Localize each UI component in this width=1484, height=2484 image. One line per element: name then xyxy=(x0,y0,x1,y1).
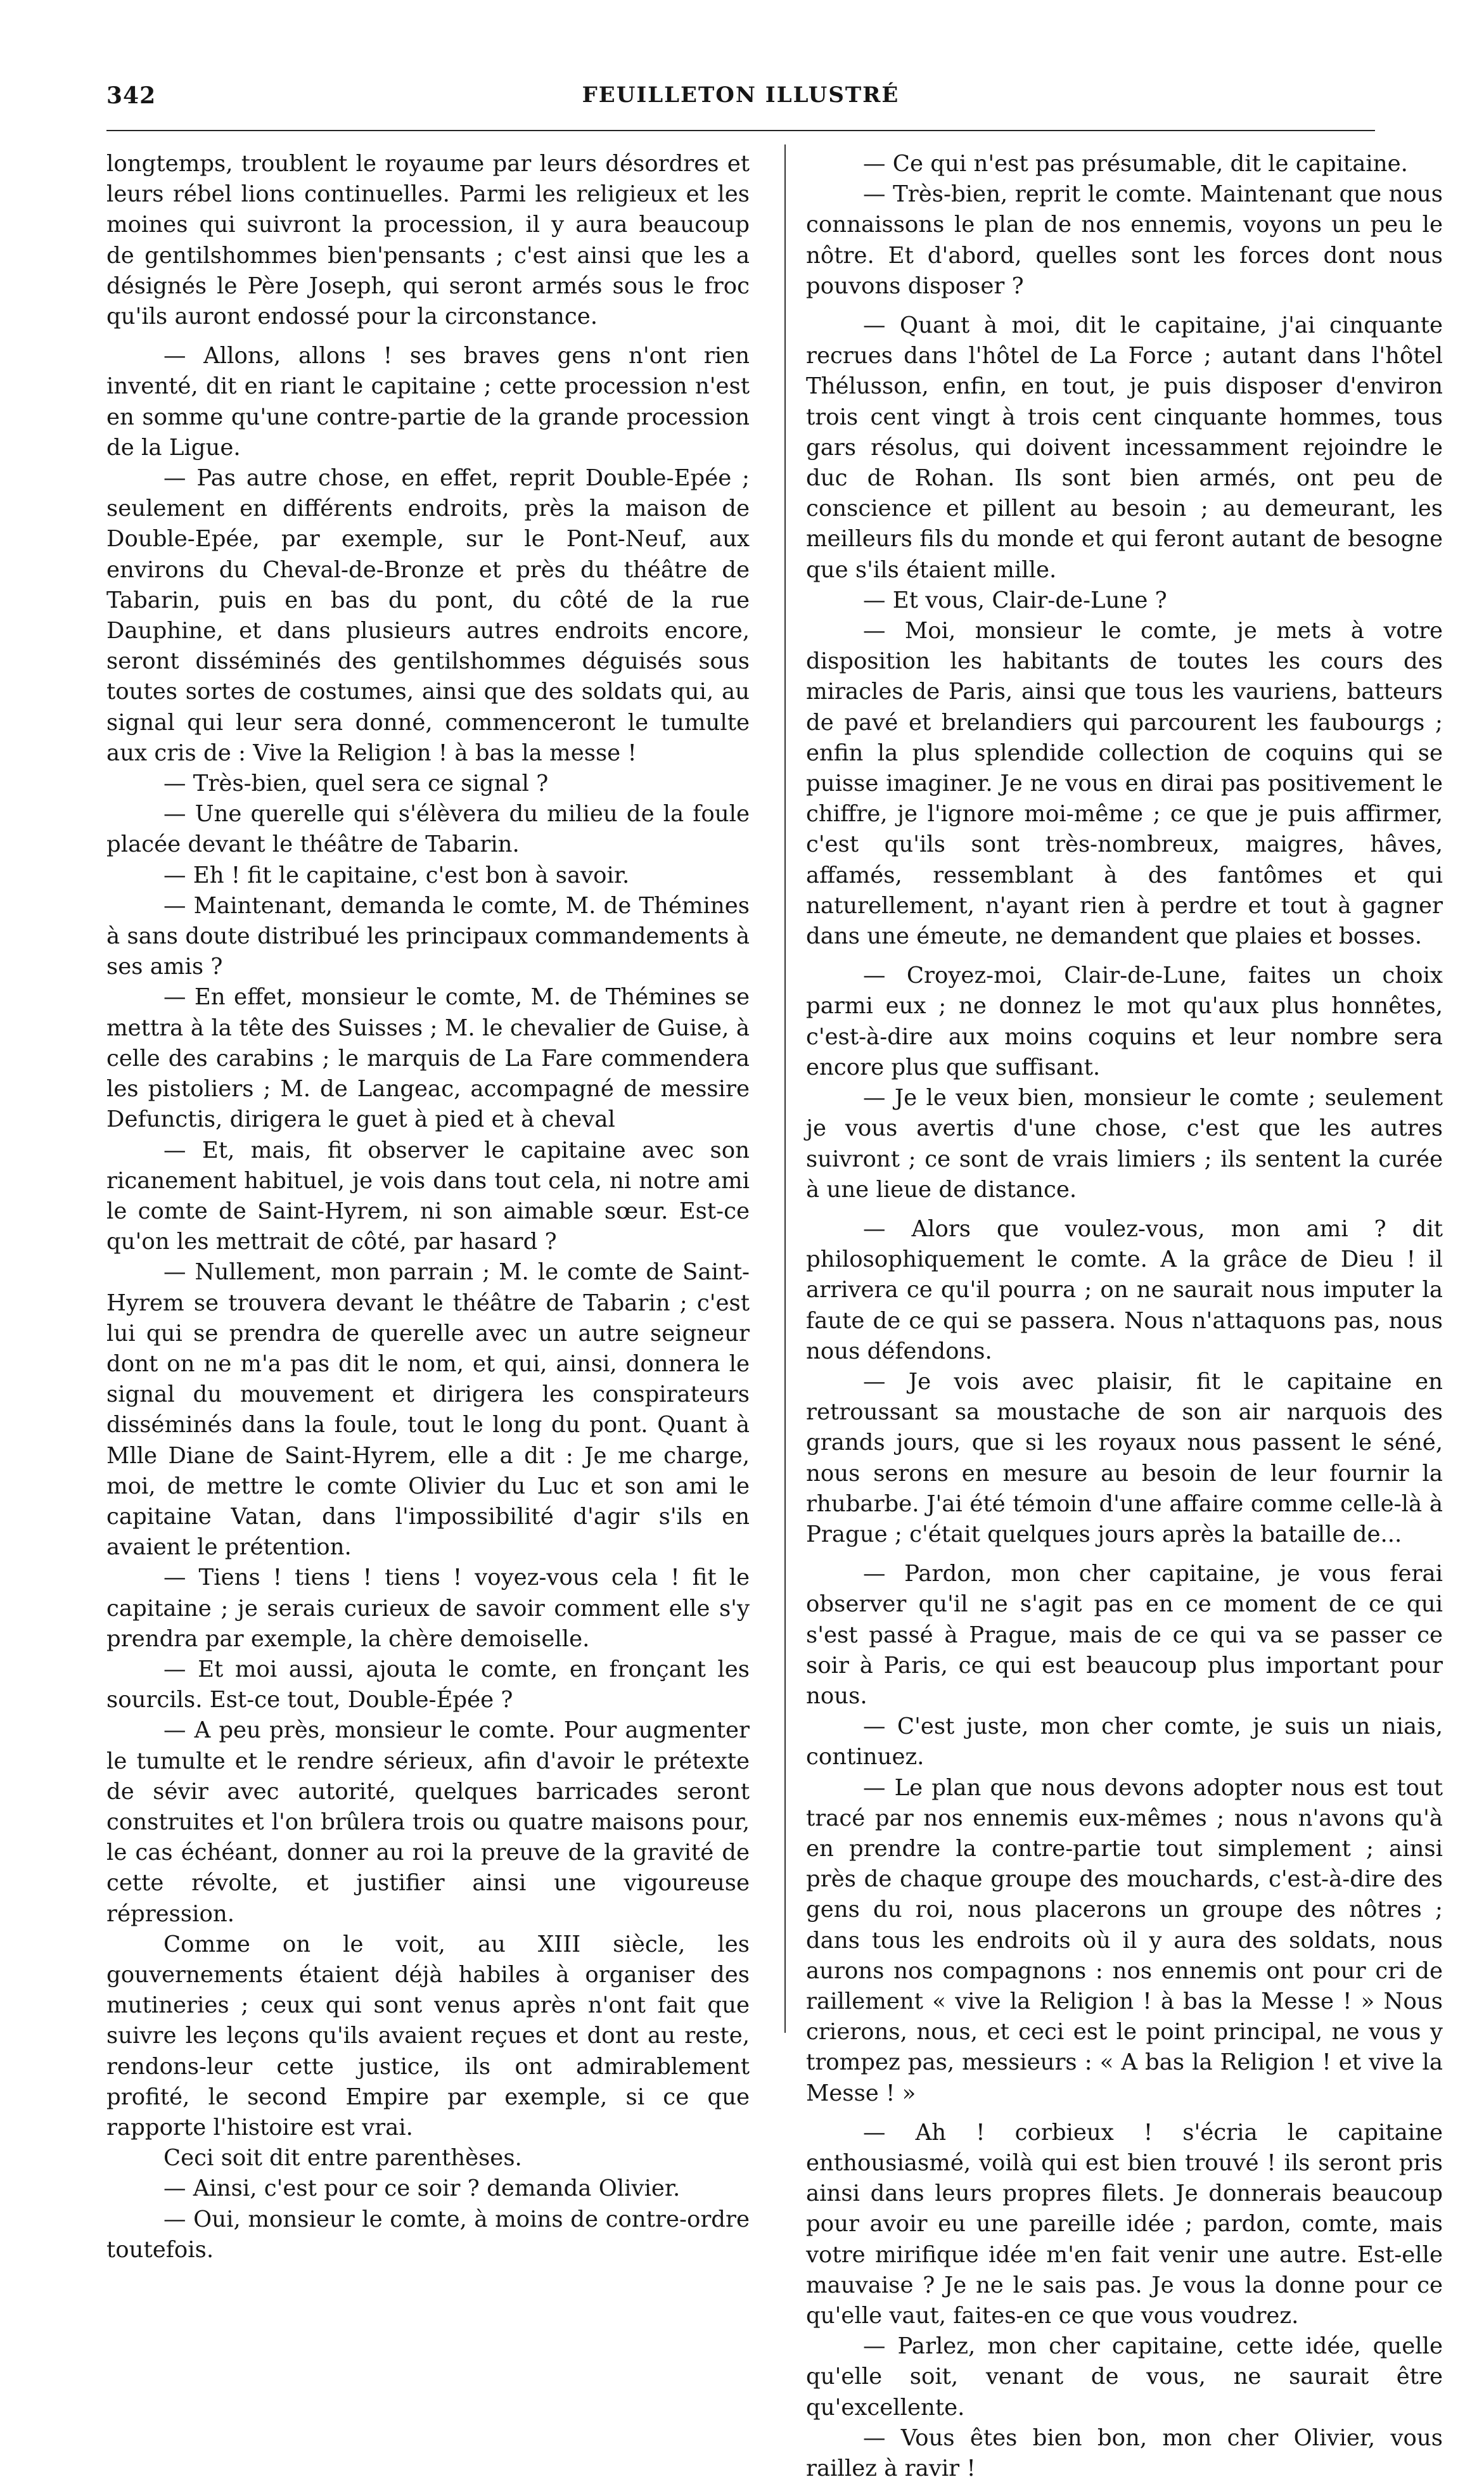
paragraph: — Parlez, mon cher capitaine, cette idée, quelle qu'elle soit, venant de vous, ne saurait être qu'excellente. xyxy=(806,2333,1443,2421)
paragraph: — Très-bien, reprit le comte. Maintenant que nous connaissons le plan de nos ennemis, voyons un peu le nôtre. Et d'abord, quelles sont les forces dont nous pouvons disposer ? xyxy=(806,181,1443,299)
paragraph: — Maintenant, demanda le comte, M. de Thémines à sans doute distribué les principaux commandements à ses amis ? xyxy=(106,892,750,980)
paragraph: — Oui, monsieur le comte, à moins de contre-ordre toutefois. xyxy=(106,2206,750,2263)
paragraph: — Pas autre chose, en effet, reprit Double-Epée ; seulement en différents endroits, près la maison de Double-Epée, par exemple, sur le Pont-Neuf, aux environs du Cheval-de-Bronze et près du théâtre de Tabarin, puis en bas du pont, du côté de la rue Dauphine, et dans plusieurs autres endroits encore, seront disséminés des gentilshommes déguisés sous toutes sortes de costumes, ainsi que des soldats qui, au signal qui leur sera donné, commenceront le tumulte aux cris de : Vive la Religion ! à bas la messe ! xyxy=(106,465,750,766)
paragraph: — Je le veux bien, monsieur le comte ; seulement je vous avertis d'une chose, c'est que les autres suivront ; ce sont de vrais limiers ; ils sentent la curée à une lieue de distance. xyxy=(806,1085,1443,1203)
paragraph: longtemps, troublent le royaume par leurs désordres et leurs rébel lions continuelles. Parmi les religieux et les moines qui suivront la procession, il y aura beaucoup de gentilshommes bien'pensants ; c'est ainsi que les a désignés le Père Joseph, qui seront armés sous le froc qu'ils auront endossé pour la circonstance. xyxy=(106,151,750,330)
paragraph: — Allons, allons ! ses braves gens n'ont rien inventé, dit en riant le capitaine ; cette procession n'est en somme qu'une contre-partie de la grande procession de la Ligue. xyxy=(106,343,750,461)
paragraph: — Croyez-moi, Clair-de-Lune, faites un choix parmi eux ; ne donnez le mot qu'aux plus honnêtes, c'est-à-dire aux moins coquins et leur nombre sera encore plus que suffisant. xyxy=(806,963,1443,1080)
left-column xyxy=(106,149,750,2265)
paragraph: — Très-bien, quel sera ce signal ? xyxy=(163,771,549,797)
paragraph: — A peu près, monsieur le comte. Pour augmenter le tumulte et le rendre sérieux, afin d'avoir le prétexte de sévir avec autorité, quelques barricades seront construites et l'on brûlera trois ou quatre maisons pour, le cas échéant, donner au roi la preuve de la gravité de cette révolte, et justifier ainsi une vigoureuse répression. xyxy=(106,1717,750,1927)
paragraph: — Tiens ! tiens ! tiens ! voyez-vous cela ! fit le capitaine ; je serais curieux de savoir comment elle s'y prendra par exemple, la chère demoiselle. xyxy=(106,1565,750,1652)
paragraph: — Nullement, mon parrain ; M. le comte de Saint-Hyrem se trouvera devant le théâtre de Tabarin ; c'est lui qui se prendra de querelle avec un autre seigneur dont on ne m'a pas dit le nom, et qui, ainsi, donnera le signal du mouvement et dirigera les conspirateurs disséminés dans la foule, tout le long du pont. Quant à Mlle Diane de Saint-Hyrem, elle a dit : Je me charge, moi, de mettre le comte Olivier du Luc et son ami le capitaine Vatan, dans l'impossibilité d'agir s'ils en avaient le prétention. xyxy=(106,1259,750,1561)
paragraph: — Pardon, mon cher capitaine, je vous ferai observer qu'il ne s'agit pas en ce moment de ce qui s'est passé à Prague, mais de ce qui va se passer ce soir à Paris, ce qui est beaucoup plus important pour nous. xyxy=(806,1561,1443,1709)
right-column xyxy=(806,149,1443,2484)
paragraph: — Et, mais, fit observer le capitaine avec son ricanement habituel, je vois dans tout cela, ni notre ami le comte de Saint-Hyrem, ni son aimable sœur. Est-ce qu'on les mettrait de côté, par hasard ? xyxy=(106,1137,750,1255)
paragraph: — Ainsi, c'est pour ce soir ? demanda Olivier. xyxy=(163,2175,681,2202)
paragraph: — Alors que voulez-vous, mon ami ? dit philosophiquement le comte. A la grâce de Dieu ! il arrivera ce qu'il pourra ; on ne saurait nous imputer la faute de ce qui se passera. Nous n'attaquons pas, nous nous défendons. xyxy=(806,1215,1443,1364)
paragraph: — Ah ! corbieux ! s'écria le capitaine enthousiasmé, voilà qui est bien trouvé ! ils seront pris ainsi dans leurs propres filets. Je donnerais beaucoup pour avoir eu une pareille idée ; pardon, comte, mais votre mirifique idée m'en fait venir une autre. Est-elle mauvaise ? Je ne le sais pas. Je vous la donne pour ce qu'elle vaut, faites-en ce que vous voudrez. xyxy=(806,2119,1443,2329)
paragraph: — C'est juste, mon cher comte, je suis un niais, continuez. xyxy=(806,1713,1443,1770)
paragraph: — Eh ! fit le capitaine, c'est bon à savoir. xyxy=(163,862,630,888)
paragraph: — Vous êtes bien bon, mon cher Olivier, vous raillez à ravir ! xyxy=(806,2424,1443,2482)
running-title: FEUILLETON ILLUSTRÉ xyxy=(582,82,900,108)
header-rule xyxy=(106,130,1375,131)
column-divider xyxy=(784,144,786,2033)
paragraph: — En effet, monsieur le comte, M. de Thémines se mettra à la tête des Suisses ; M. le chevalier de Guise, à celle des carabins ; le marquis de La Fare commendera les pistoliers ; M. de Langeac, accompagné de messire Defunctis, dirigera le guet à pied et à cheval xyxy=(106,984,750,1133)
paragraph: — Moi, monsieur le comte, je mets à votre disposition les habitants de toutes les cours des miracles de Paris, ainsi que tous les vauriens, batteurs de pavé et brelandiers qui parcourent les faubourgs ; enfin la plus splendide collection de coquins qui se puisse imaginer. Je ne vous en dirai pas positivement le chiffre, je l'ignore moi-même ; ce que je puis affirmer, c'est qu'ils sont très-nombreux, maigres, hâves, affamés, ressemblant à des fantômes et qui naturellement, n'ayant rien à perdre et tout à gagner dans une émeute, ne demandent que plaies et bosses. xyxy=(806,618,1443,950)
paragraph: — Quant à moi, dit le capitaine, j'ai cinquante recrues dans l'hôtel de La Force ; autant dans l'hôtel Thélusson, enfin, en tout, je puis disposer d'environ trois cent vingt à trois cent cinquante hommes, tous gars résolus, qui doivent incessamment rejoindre le duc de Rohan. Ils sont bien armés, ont peu de conscience et pillent au besoin ; au demeurant, les meilleurs fils du monde et qui feront autant de besogne que s'ils étaient mille. xyxy=(806,312,1443,583)
paragraph: Comme on le voit, au XIII siècle, les gouvernements étaient déjà habiles à organiser des mutineries ; ceux qui sont venus après n'ont fait que suivre les leçons qu'ils avaient reçues et dont au reste, rendons-leur cette justice, ils ont admirablement profité, le second Empire par exemple, si ce que rapporte l'histoire est vrai. xyxy=(106,1931,750,2141)
paragraph: Ceci soit dit entre parenthèses. xyxy=(163,2145,522,2172)
paragraph: — Ce qui n'est pas présumable, dit le capitaine. xyxy=(863,151,1408,177)
paragraph: — Et vous, Clair-de-Lune ? xyxy=(863,587,1167,613)
paragraph: — Le plan que nous devons adopter nous est tout tracé par nos ennemis eux-mêmes ; nous n'avons qu'à en prendre la contre-partie tout simplement ; ainsi près de chaque groupe des mouchards, c'est-à-dire des gens du roi, nous placerons un groupe des nôtres ; dans tous les endroits où il y aura des soldats, nous aurons nos compagnons : nos ennemis ont pour cri de raillement « vive la Religion ! à bas la Messe ! » Nous crierons, nous, et ceci est le point principal, ne vous y trompez pas, messieurs : « A bas la Religion ! et vive la Messe ! » xyxy=(806,1774,1443,2106)
paragraph: — Je vois avec plaisir, fit le capitaine en retroussant sa moustache de son air narquois des grands jours, que si les royaux nous passent le séné, nous serons en mesure au besoin de leur fournir la rhubarbe. J'ai été témoin d'une affaire comme celle-là à Prague ; c'était quelques jours après la bataille de... xyxy=(806,1368,1443,1547)
page-header xyxy=(106,82,1375,120)
paragraph: — Une querelle qui s'élèvera du milieu de la foule placée devant le théâtre de Tabarin. xyxy=(106,801,750,858)
paragraph: — Et moi aussi, ajouta le comte, en fronçant les sourcils. Est-ce tout, Double-Épée ? xyxy=(106,1656,750,1713)
page-number: 342 xyxy=(106,82,157,109)
